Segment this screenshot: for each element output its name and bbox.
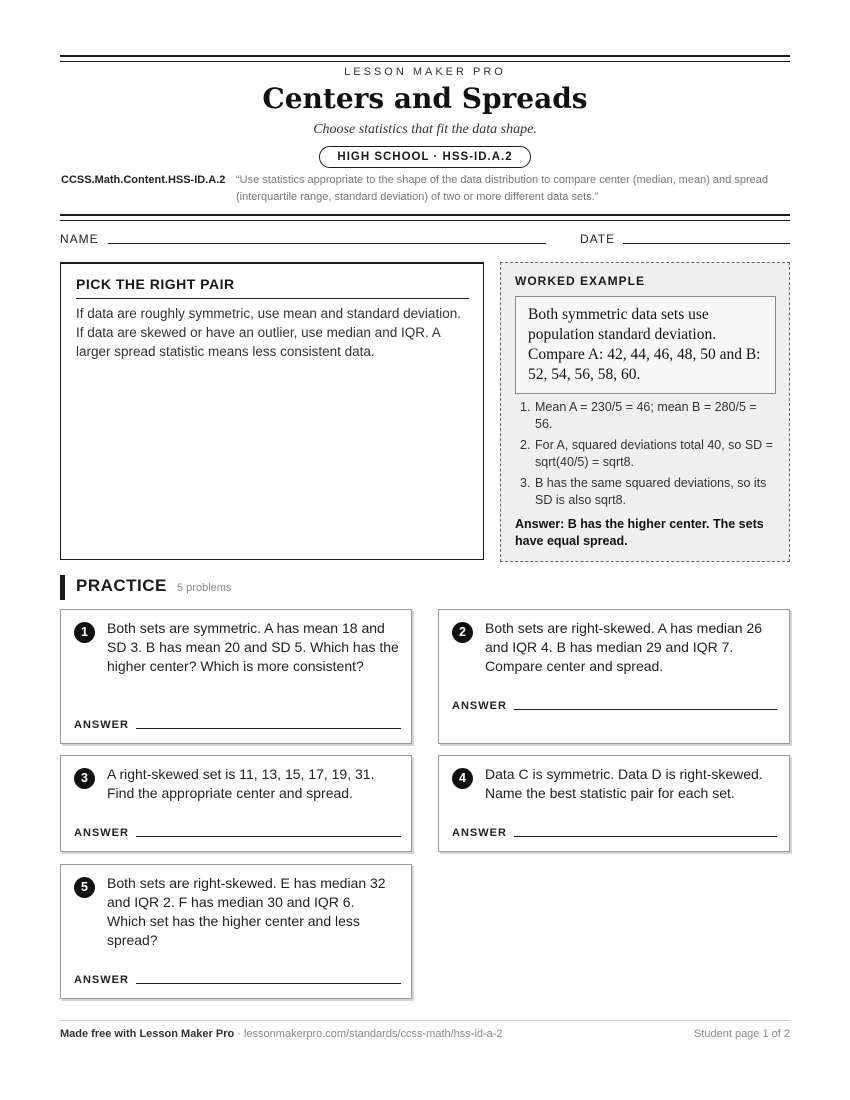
footer-url[interactable]: · lessonmakerpro.com/standards/ccss-math/hss-id-a-2 xyxy=(234,1028,503,1040)
worked-step: 3. B has the same squared deviations, so its SD is also sqrt8. xyxy=(520,476,767,507)
date-line[interactable] xyxy=(623,243,790,244)
answer-line[interactable] xyxy=(514,836,777,837)
problem-text: Data C is symmetric. Data D is right-skewed. Name the best statistic pair for each set. xyxy=(485,766,763,801)
footer-credit xyxy=(60,1028,503,1040)
page-subtitle: Choose statistics that fit the data shape. xyxy=(313,122,537,137)
problem-number-badge: 1 xyxy=(74,622,95,643)
answer-line[interactable] xyxy=(514,709,777,710)
problem-text: Both sets are right-skewed. E has median 32 and IQR 2. F has median 30 and IQR 6. Which set has the higher center and less spread? xyxy=(107,875,386,948)
pick-title: PICK THE RIGHT PAIR xyxy=(76,276,235,292)
answer-line[interactable] xyxy=(136,836,401,837)
problem-text: Both sets are symmetric. A has mean 18 and SD 3. B has mean 20 and SD 5. Which has the higher center? Which is more consistent? xyxy=(107,620,399,674)
answer-line[interactable] xyxy=(136,728,401,729)
answer-label: ANSWER xyxy=(74,719,129,731)
practice-accent-bar xyxy=(60,575,65,600)
answer-line[interactable] xyxy=(136,983,401,984)
answer-label: ANSWER xyxy=(452,700,507,712)
pick-divider xyxy=(76,298,469,299)
answer-label: ANSWER xyxy=(74,827,129,839)
problem-number-badge: 3 xyxy=(74,768,95,789)
grade-standard-badge: HIGH SCHOOL · HSS-ID.A.2 xyxy=(319,146,531,168)
problem-number-badge: 4 xyxy=(452,768,473,789)
page-title: Centers and Spreads xyxy=(262,82,588,115)
footer-page-number: Student page 1 of 2 xyxy=(693,1028,790,1040)
pick-text: If data are roughly symmetric, use mean and standard deviation. If data are skewed or have an outlier, use median and IQR. A larger spread statistic means less consistent data. xyxy=(76,306,461,359)
problem-card-3 xyxy=(60,755,412,852)
problem-text: Both sets are right-skewed. A has median 26 and IQR 4. B has median 29 and IQR 7. Compare center and spread. xyxy=(485,620,763,674)
worked-answer: Answer: B has the higher center. The sets have equal spread. xyxy=(515,517,764,548)
standard-code: CCSS.Math.Content.HSS-ID.A.2 xyxy=(61,174,226,186)
problem-card-1 xyxy=(60,609,412,744)
worked-steps xyxy=(515,399,777,513)
problem-number-badge: 5 xyxy=(74,877,95,898)
name-label: NAME xyxy=(60,232,99,246)
footer-made-with: Made free with Lesson Maker Pro xyxy=(60,1028,235,1040)
practice-count: 5 problems xyxy=(177,582,232,594)
header-top-rule xyxy=(60,55,790,62)
worked-example-box xyxy=(500,262,790,562)
standard-text: “Use statistics appropriate to the shape of the data distribution to compare center (median, mean) and spread (interquartile range, standard deviation) of two or more different data sets.” xyxy=(236,174,768,203)
problem-card-4 xyxy=(438,755,790,852)
answer-label: ANSWER xyxy=(74,974,129,986)
footer-rule xyxy=(60,1020,790,1021)
worked-step: 2. For A, squared deviations total 40, so SD = sqrt(40/5) = sqrt8. xyxy=(520,438,773,469)
problem-card-2 xyxy=(438,609,790,744)
date-label: DATE xyxy=(580,232,616,246)
worked-title: WORKED EXAMPLE xyxy=(515,274,646,288)
worked-step: 1. Mean A = 230/5 = 46; mean B = 280/5 = 56. xyxy=(520,400,757,431)
answer-label: ANSWER xyxy=(452,827,507,839)
pick-the-right-pair-box xyxy=(60,262,484,560)
brand-name: LESSON MAKER PRO xyxy=(344,66,506,78)
practice-title: PRACTICE xyxy=(76,576,167,595)
problem-text: A right-skewed set is 11, 13, 15, 17, 19, 31. Find the appropriate center and spread. xyxy=(107,766,375,801)
problem-card-5 xyxy=(60,864,412,999)
problem-number-badge: 2 xyxy=(452,622,473,643)
worked-question: Both symmetric data sets use population standard deviation. Compare A: 42, 44, 46, 48, 50 and B: 52, 54, 56, 58, 60. xyxy=(515,296,776,394)
name-line[interactable] xyxy=(108,243,546,244)
header-bottom-rule xyxy=(60,214,790,221)
